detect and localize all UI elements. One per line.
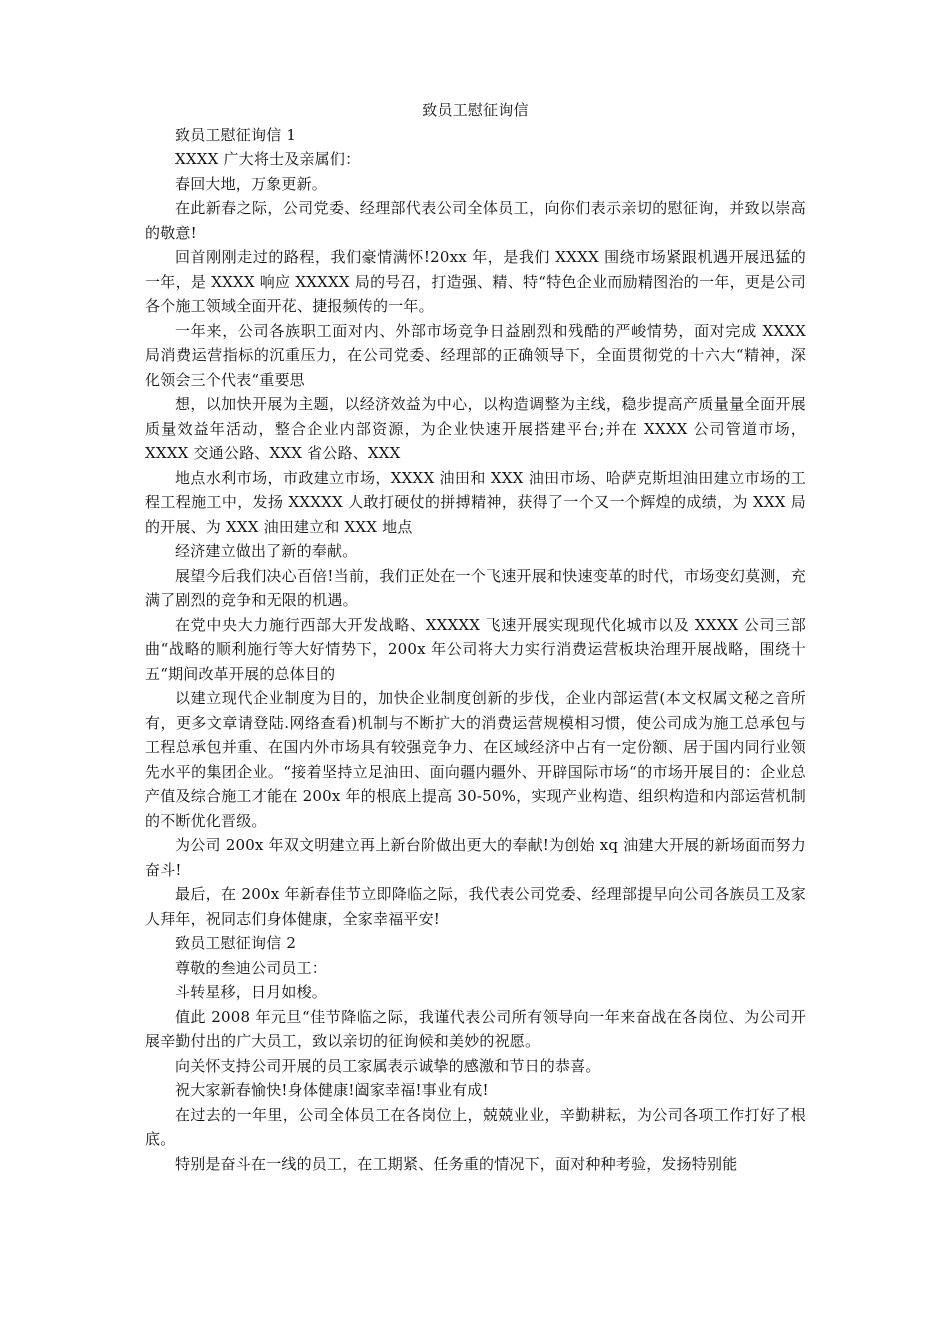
paragraph: 经济建立做出了新的奉献。	[175, 542, 358, 560]
paragraph: 向关怀支持公司开展的员工家属表示诚挚的感激和节日的恭喜。	[175, 1056, 601, 1075]
paragraph: 春回大地，万象更新。	[175, 174, 328, 193]
paragraph: 地点水利市场，市政建立市场，XXXX 油田和 XXX 油田市场、哈萨克斯坦油田建立市场的工程工程施工中，发扬 XXXXX 人敢打硬仗的拼搏精神，获得了一个又一个辉煌的成绩，为 XXX 局的开展、为 XXX 油田建立和 XXX 地点	[145, 468, 806, 536]
paragraph: 在过去的一年里，公司全体员工在各岗位上，兢兢业业，辛勤耕耘，为公司各项工作打好了根底。	[145, 1105, 806, 1148]
paragraph: 值此 2008 年元旦“佳节降临之际，我谨代表公司所有领导向一年来奋战在各岗位、为公司开展辛勤付出的广大员工，致以亲切的征询候和美妙的祝愿。	[145, 1007, 806, 1050]
paragraph: 以建立现代企业制度为目的，加快企业制度创新的步伐，企业内部运营(本文权属文秘之音所有，更多文章请登陆.网络查看)机制与不断扩大的消费运营规模相习惯，使公司成为施工总承包与工程总承包并重、在国内外市场具有较强竞争力、在区域经济中占有一定份额、居于国内同行业领先水平的集团企业。“接着坚持立足油田、面向疆内疆外、开辟国际市场“的市场开展目的：企业总产值及综合施工才能在 200x 年的根底上提高 30-50%，实现产业构造、组织构造和内部运营机制的不断优化晋级。	[145, 689, 806, 830]
salutation-2: 尊敬的叁迪公司员工：	[175, 958, 328, 977]
salutation-1: XXXX 广大将士及亲属们：	[175, 150, 361, 168]
section-heading-1: 致员工慰征询信 1	[175, 125, 297, 144]
section-heading-2: 致员工慰征询信 2	[175, 934, 297, 952]
document-body	[145, 98, 806, 1176]
paragraph: 展望今后我们决心百倍!当前，我们正处在一个飞速开展和快速变革的时代，市场变幻莫测，充满了剧烈的竞争和无限的机遇。	[145, 566, 806, 609]
paragraph: 祝大家新春愉快!身体健康!阖家幸福!事业有成!	[175, 1081, 489, 1099]
paragraph: 为公司 200x 年双文明建立再上新台阶做出更大的奉献!为创始 xq 油建大开展的新场面而努力奋斗!	[145, 836, 806, 879]
paragraph: 在此新春之际，公司党委、经理部代表公司全体员工，向你们表示亲切的慰征询，并致以崇高的敬意!	[145, 199, 806, 242]
document-title: 致员工慰征询信	[422, 101, 529, 119]
paragraph: 回首刚刚走过的路程，我们豪情满怀!20xx 年，是我们 XXXX 围绕市场紧跟机遇开展迅猛的一年，是 XXXX 响应 XXXXX 局的号召，打造强、精、特“特色企业而励精图治的一年，更是公司各个施工领域全面开花、捷报频传的一年。	[145, 248, 806, 315]
paragraph: 最后，在 200x 年新春佳节立即降临之际，我代表公司党委、经理部提早向公司各族员工及家人拜年，祝同志们身体健康，全家幸福平安!	[145, 885, 806, 928]
paragraph: 特别是奋斗在一线的员工，在工期紧、任务重的情况下，面对种种考验，发扬特别能	[175, 1154, 738, 1173]
paragraph: 一年来，公司各族职工面对内、外部市场竞争日益剧烈和残酷的严峻情势，面对完成 XXXX 局消费运营指标的沉重压力，在公司党委、经理部的正确领导下，全面贯彻党的十六大“精神，深化领会三个代表“重要思	[145, 321, 806, 389]
paragraph: 斗转星移，日月如梭。	[175, 983, 328, 1001]
paragraph: 在党中央大力施行西部大开发战略、XXXXX 飞速开展实现现代化城市以及 XXXX 公司三部曲“战略的顺利施行等大好情势下，200x 年公司将大力实行消费运营板块治理开展战略，围绕十五“期间改革开展的总体目的	[145, 615, 806, 683]
paragraph: 想，以加快开展为主题，以经济效益为中心，以构造调整为主线，稳步提高产质量量全面开展质量效益年活动，整合企业内部资源，为企业快速开展搭建平台;并在 XXXX 公司管道市场，XXXX 交通公路、XXX 省公路、XXX	[145, 395, 806, 462]
